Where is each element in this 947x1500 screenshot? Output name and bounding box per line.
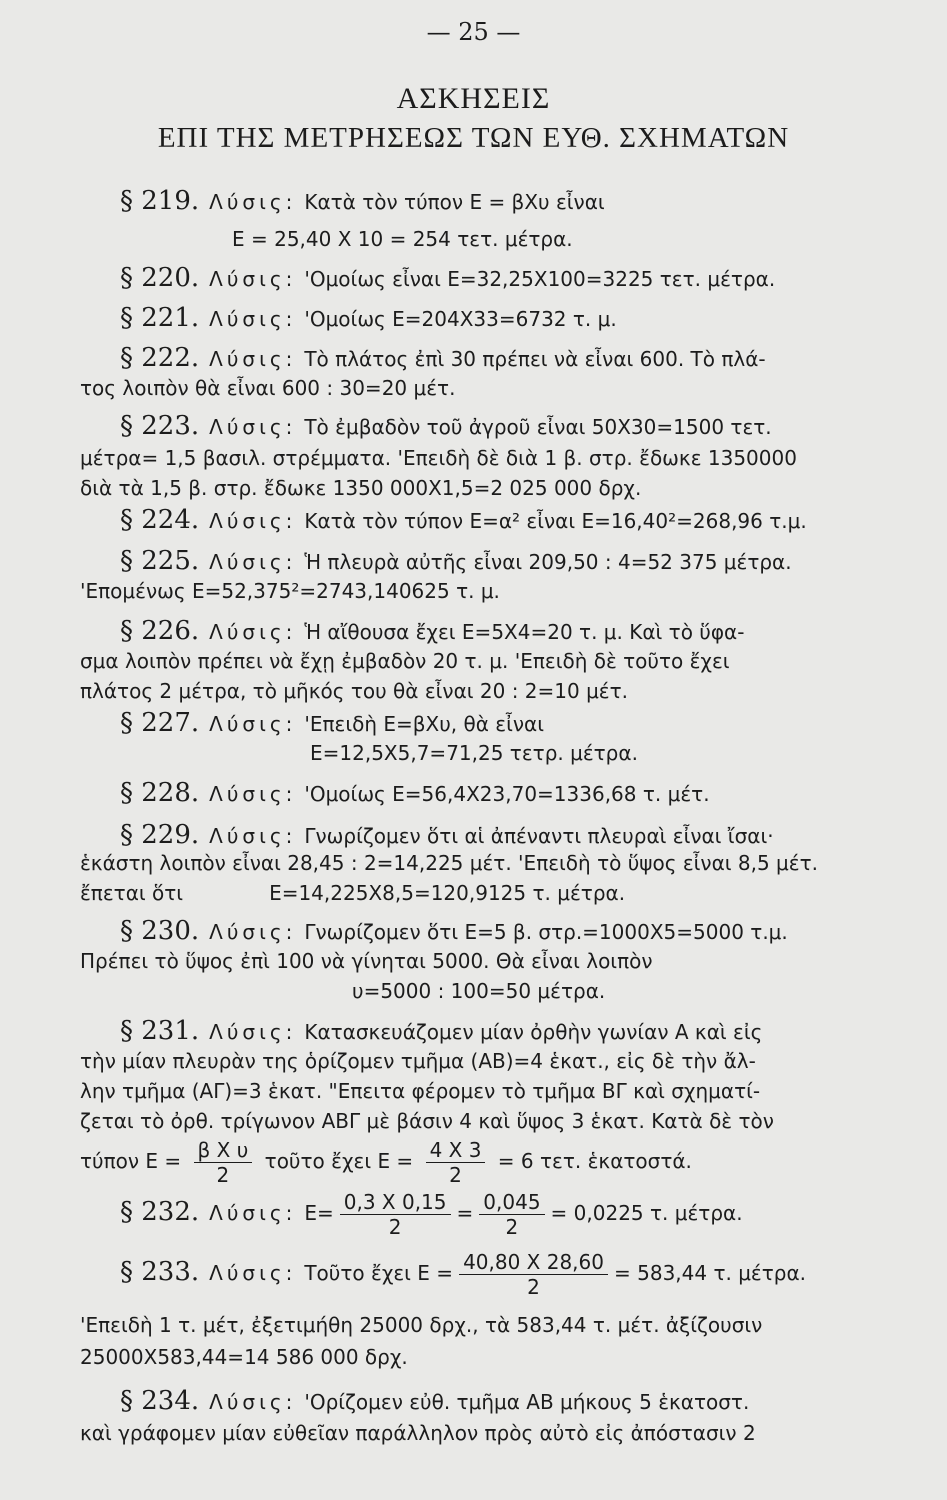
- exercise-228: [120, 780, 710, 807]
- solution-label: Λύσις:: [209, 550, 297, 574]
- exercise-number: § 224.: [120, 505, 200, 535]
- solution-text: υ=5000 : 100=50 μέτρα.: [352, 979, 606, 1003]
- exercise-234: [120, 1388, 749, 1415]
- solution-text: Ἡ πλευρὰ αὐτῆς εἶναι 209,50 : 4=52 375 μέτρα.: [304, 550, 792, 574]
- solution-text: ἔπεται ὅτι: [80, 881, 184, 905]
- solution-label: Λύσις:: [209, 824, 297, 848]
- fraction: [479, 1190, 544, 1239]
- solution-text: τος λοιπὸν θὰ εἶναι 600 : 30=20 μέτ.: [80, 376, 456, 400]
- solution-text: σμα λοιπὸν πρέπει νὰ ἔχῃ ἐμβαδὸν 20 τ. μ. 'Επειδὴ δὲ τοῦτο ἔχει: [80, 649, 730, 673]
- formula-text: = 6 τετ. ἑκατοστά.: [497, 1149, 692, 1173]
- exercise-number: § 233.: [120, 1257, 200, 1287]
- exercise-number: § 232.: [120, 1197, 200, 1227]
- exercise-number: § 231.: [120, 1016, 200, 1046]
- exercise-number: § 227.: [120, 708, 200, 738]
- solution-text: τὴν μίαν πλευρὰν της ὁρίζομεν τμῆμα (ΑΒ)=4 ἑκατ., εἰς δὲ τὴν ἄλ-: [80, 1049, 756, 1073]
- exercise-number: § 225.: [120, 546, 200, 576]
- exercise-232: § 232. Λύσις: Ε= $\frac{0,3 X 0,15}{2}$ = $\frac{0,045}{2}$ = 0,0225 τ. μέτρα.: [120, 1190, 743, 1239]
- exercise-219: [120, 188, 605, 215]
- formula-text: = 0,0225 τ. μέτρα.: [550, 1201, 743, 1225]
- solution-text: 'Ομοίως Ε=204Χ33=6732 τ. μ.: [304, 307, 617, 331]
- exercise-233: [120, 1250, 806, 1299]
- solution-formula-line: [80, 1138, 692, 1187]
- solution-text-line: [80, 880, 625, 906]
- exercise-225: [120, 548, 792, 575]
- exercise-number: § 222.: [120, 343, 200, 373]
- solution-label: Λύσις:: [209, 307, 297, 331]
- solution-text: μέτρα= 1,5 βασιλ. στρέμματα. 'Επειδὴ δὲ διὰ 1 β. στρ. ἔδωκε 1350000: [80, 446, 797, 470]
- section-heading: ΑΣΚΗΣΕΙΣ: [396, 82, 551, 115]
- fraction-numerator: 0,045: [479, 1190, 544, 1215]
- solution-text: Ἡ αἴθουσα ἔχει Ε=5Χ4=20 τ. μ. Καὶ τὸ ὕφα-: [304, 620, 745, 644]
- solution-text: 25000Χ583,44=14 586 000 δρχ.: [80, 1345, 408, 1369]
- exercise-231: [120, 1018, 762, 1045]
- solution-label: Λύσις:: [209, 1390, 297, 1414]
- solution-text: Γνωρίζομεν ὅτι Ε=5 β. στρ.=1000Χ5=5000 τ.μ.: [304, 920, 788, 944]
- exercise-number: § 223.: [120, 411, 200, 441]
- solution-label: Λύσις:: [209, 1261, 297, 1285]
- formula-text: τοῦτο ἔχει Ε =: [264, 1149, 414, 1173]
- solution-text: Κατασκευάζομεν μίαν ὀρθὴν γωνίαν Α καὶ εἰς: [304, 1020, 763, 1044]
- solution-formula: Ε=14,225Χ8,5=120,9125 τ. μέτρα.: [269, 881, 626, 905]
- exercise-number: § 234.: [120, 1386, 200, 1416]
- formula-text: τύπον Ε =: [80, 1149, 182, 1173]
- exercise-number: § 219.: [120, 186, 200, 216]
- solution-label: Λύσις:: [209, 347, 297, 371]
- fraction-denominator: 2: [527, 1275, 540, 1299]
- exercise-222: [120, 345, 766, 372]
- solution-text: 'Επομένως Ε=52,375²=2743,140625 τ. μ.: [80, 579, 500, 603]
- solution-label: Λύσις:: [209, 509, 297, 533]
- fraction-denominator: 2: [505, 1215, 519, 1239]
- solution-text: Τὸ ἐμβαδὸν τοῦ ἀγροῦ εἶναι 50Χ30=1500 τετ.: [304, 415, 772, 439]
- fraction-denominator: 2: [449, 1163, 462, 1187]
- exercise-number: § 229.: [120, 820, 200, 850]
- solution-text: Τὸ πλάτος ἐπὶ 30 πρέπει νὰ εἶναι 600. Τὸ πλά-: [304, 347, 766, 371]
- fraction: [426, 1138, 486, 1187]
- fraction-numerator: β Χ υ: [194, 1138, 253, 1163]
- solution-text: Κατὰ τὸν τύπον Ε = βΧυ εἶναι: [304, 190, 605, 214]
- fraction: [194, 1138, 253, 1187]
- exercise-223: [120, 413, 772, 440]
- solution-label: Λύσις:: [209, 782, 297, 806]
- exercise-224: [120, 507, 807, 534]
- solution-text: διὰ τὰ 1,5 β. στρ. ἔδωκε 1350 000Χ1,5=2 025 000 δρχ.: [80, 476, 642, 500]
- solution-label: Λύσις:: [209, 712, 297, 736]
- solution-label: Λύσις:: [209, 1020, 297, 1044]
- solution-text: ζεται τὸ ὀρθ. τρίγωνον ΑΒΓ μὲ βάσιν 4 καὶ ὕψος 3 ἑκατ. Κατὰ δὲ τὸν: [80, 1109, 774, 1133]
- solution-label: Λύσις:: [209, 415, 297, 439]
- section-subheading: ΕΠΙ ΤΗΣ ΜΕΤΡΗΣΕΩΣ ΤΩΝ ΕΥΘ. ΣΧΗΜΑΤΩΝ: [157, 122, 790, 154]
- solution-text: ἑκάστη λοιπὸν εἶναι 28,45 : 2=14,225 μέτ. 'Επειδὴ τὸ ὕψος εἶναι 8,5 μέτ.: [80, 851, 818, 875]
- solution-text: 'Ομοίως Ε=56,4Χ23,70=1336,68 τ. μέτ.: [304, 782, 710, 806]
- solution-text: καὶ γράφομεν μίαν εὐθεῖαν παράλληλον πρὸς αὐτὸ εἰς ἀπόστασιν 2: [80, 1421, 756, 1445]
- solution-label: Λύσις:: [209, 267, 297, 291]
- exercise-number: § 220.: [120, 263, 200, 293]
- fraction-numerator: 40,80 Χ 28,60: [459, 1250, 608, 1275]
- solution-text: Ε=12,5Χ5,7=71,25 τετρ. μέτρα.: [310, 741, 638, 765]
- solution-text: 'Επειδὴ 1 τ. μέτ, ἐξετιμήθη 25000 δρχ., τὰ 583,44 τ. μέτ. ἀξίζουσιν: [80, 1313, 763, 1337]
- exercise-number: § 226.: [120, 616, 200, 646]
- solution-label: Λύσις:: [209, 1201, 297, 1225]
- exercise-226: [120, 618, 744, 645]
- formula-text: Τοῦτο ἔχει Ε =: [304, 1261, 454, 1285]
- solution-label: Λύσις:: [209, 920, 297, 944]
- exercise-227: [120, 710, 544, 737]
- exercise-number: § 228.: [120, 778, 200, 808]
- exercise-220: [120, 265, 775, 292]
- solution-text: Γνωρίζομεν ὅτι αἱ ἀπέναντι πλευραὶ εἶναι ἴσαι·: [304, 824, 774, 848]
- solution-text: 'Επειδὴ Ε=βΧυ, θὰ εἶναι: [304, 712, 544, 736]
- exercise-230: [120, 918, 788, 945]
- exercise-229: [120, 822, 774, 849]
- solution-text: πλάτος 2 μέτρα, τὸ μῆκός του θὰ εἶναι 20 : 2=10 μέτ.: [80, 679, 629, 703]
- solution-label: Λύσις:: [209, 620, 297, 644]
- solution-text: Ε = 25,40 Χ 10 = 254 τετ. μέτρα.: [232, 227, 573, 251]
- formula-text: Ε=: [304, 1201, 334, 1225]
- solution-text: 'Ορίζομεν εὐθ. τμῆμα ΑΒ μήκους 5 ἑκατοστ.: [304, 1390, 750, 1414]
- formula-text: = 583,44 τ. μέτρα.: [614, 1261, 807, 1285]
- fraction-numerator: 0,3 Χ 0,15: [340, 1190, 451, 1215]
- exercise-221: [120, 305, 617, 332]
- fraction: [340, 1190, 451, 1239]
- solution-label: Λύσις:: [209, 190, 297, 214]
- exercise-number: § 230.: [120, 916, 200, 946]
- solution-text: λην τμῆμα (ΑΓ)=3 ἑκατ. "Επειτα φέρομεν τὸ τμῆμα ΒΓ καὶ σχηματί-: [80, 1079, 761, 1103]
- fraction-numerator: 4 Χ 3: [426, 1138, 486, 1163]
- exercise-number: § 221.: [120, 303, 200, 333]
- fraction-denominator: 2: [216, 1163, 230, 1187]
- fraction-denominator: 2: [388, 1215, 402, 1239]
- fraction: [459, 1250, 608, 1299]
- solution-text: 'Ομοίως εἶναι Ε=32,25Χ100=3225 τετ. μέτρα.: [304, 267, 776, 291]
- solution-text: Πρέπει τὸ ὕψος ἐπὶ 100 νὰ γίνηται 5000. Θὰ εἶναι λοιπὸν: [80, 949, 653, 973]
- page-number: — 25 —: [426, 18, 521, 46]
- solution-text: Κατὰ τὸν τύπον Ε=α² εἶναι Ε=16,40²=268,96 τ.μ.: [304, 509, 807, 533]
